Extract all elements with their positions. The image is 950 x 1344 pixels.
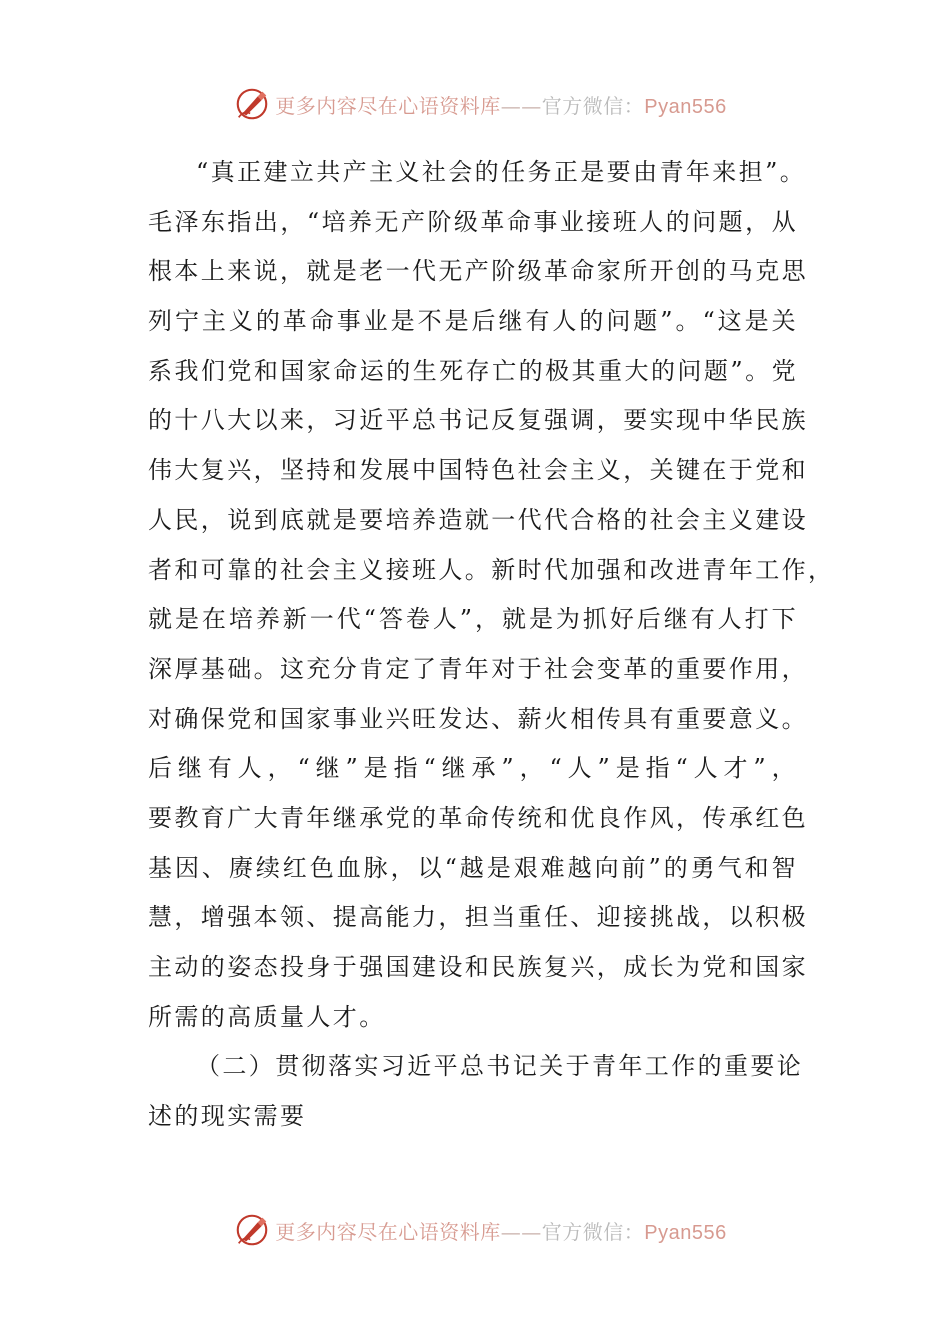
- text-line: 就是在培养新一代“答卷人”，就是为抓好后继有人打下: [148, 605, 798, 634]
- text-line: 的十八大以来，习近平总书记反复强调，要实现中华民族: [148, 406, 808, 435]
- text-line: 深厚基础。这充分肯定了青年对于社会变革的重要作用，: [148, 654, 808, 683]
- text-line: 对确保党和国家事业兴旺发达、薪火相传具有重要意义。: [148, 704, 808, 733]
- text-line: 后继有人，“继”是指“继承”，“人”是指“人才”，: [148, 754, 798, 783]
- text-line: 列宁主义的革命事业是不是后继有人的问题”。“这是关: [148, 307, 798, 336]
- watermark-group: [233, 85, 726, 123]
- pen-logo-icon: [233, 85, 271, 123]
- document-body: [148, 148, 835, 1142]
- section-heading: [148, 1042, 804, 1141]
- text-line: （二）贯彻落实习近平总书记关于青年工作的重要论: [196, 1052, 804, 1081]
- watermark-wechat-id: Pyan556: [644, 95, 727, 118]
- text-line: 要教育广大青年继承党的革命传统和优良作风，传承红色: [148, 803, 808, 832]
- text-line: 系我们党和国家命运的生死存亡的极其重大的问题”。党: [148, 356, 798, 385]
- watermark-brand: 更多内容尽在心语资料库: [275, 93, 501, 118]
- text-line: 基因、赓续红色血脉，以“越是艰难越向前”的勇气和智: [148, 853, 798, 882]
- watermark-group: [233, 1211, 726, 1249]
- watermark-text: [275, 90, 726, 119]
- paragraph: [148, 148, 835, 1042]
- text-line: 人民，说到底就是要培养造就一代代合格的社会主义建设: [148, 505, 808, 534]
- text-line: 根本上来说，就是老一代无产阶级革命家所开创的马克思: [148, 257, 808, 286]
- text-line: 伟大复兴，坚持和发展中国特色社会主义，关键在于党和: [148, 456, 808, 485]
- watermark-text: [275, 1216, 726, 1245]
- text-line: 慧，增强本领、提高能力，担当重任、迎接挑战，以积极: [148, 903, 808, 932]
- text-line: “真正建立共产主义社会的任务正是要由青年来担”。: [196, 158, 807, 186]
- text-line: 者和可靠的社会主义接班人。新时代加强和改进青年工作，: [148, 555, 835, 584]
- text-line: 毛泽东指出，“培养无产阶级革命事业接班人的问题，从: [148, 207, 798, 236]
- watermark-wechat-label: 官方微信：: [541, 93, 645, 118]
- text-line: 所需的高质量人才。: [148, 1002, 386, 1031]
- watermark-wechat-id: Pyan556: [644, 1221, 727, 1244]
- text-line: 述的现实需要: [148, 1102, 307, 1131]
- text-line: 主动的姿态投身于强国建设和民族复兴，成长为党和国家: [148, 953, 808, 981]
- watermark-separator: ——: [500, 93, 542, 118]
- watermark-separator: ——: [500, 1219, 542, 1244]
- pen-logo-icon: [233, 1211, 271, 1249]
- watermark-wechat-label: 官方微信：: [541, 1219, 645, 1244]
- watermark-brand: 更多内容尽在心语资料库: [275, 1219, 501, 1244]
- header-watermark: [0, 84, 950, 124]
- footer-watermark: [0, 1210, 950, 1250]
